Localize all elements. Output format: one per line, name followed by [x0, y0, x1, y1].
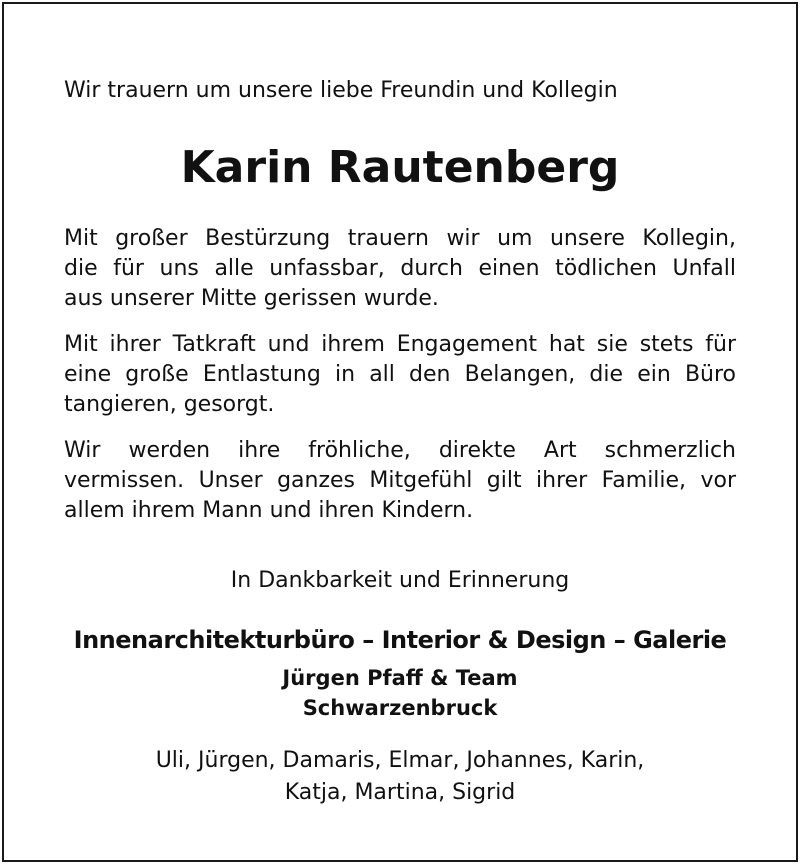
text-line: Wir werden ihre fröhliche, direkte Art schmerzlich: [64, 438, 736, 463]
obituary-frame: [2, 2, 798, 862]
text-line: allem ihrem Mann und ihren Kindern.: [64, 498, 474, 523]
text-line: Mit ihrer Tatkraft und ihrem Engagement hat sie stets für: [64, 332, 736, 357]
intro-line: Wir trauern um unsere liebe Freundin und Kollegin: [64, 78, 618, 103]
paragraph-engagement: [64, 330, 736, 420]
closing-line: In Dankbarkeit und Erinnerung: [230, 568, 570, 593]
sender-company: Innenarchitekturbüro – Interior & Design – Galerie: [73, 626, 727, 654]
paragraph-farewell: [64, 436, 736, 526]
sender-owner: Jürgen Pfaff & Team: [282, 666, 518, 690]
text-line: die für uns alle unfassbar, durch einen tödlichen Unfall: [64, 256, 736, 281]
text-line: tangieren, gesorgt.: [64, 392, 275, 417]
paragraph-condolence: [64, 224, 736, 314]
text-line: eine große Entlastung in all den Belangen, die ein Büro: [64, 362, 736, 387]
sender-place: Schwarzenbruck: [302, 696, 498, 720]
text-line: aus unserer Mitte gerissen wurde.: [64, 286, 439, 311]
text-line: Mit großer Bestürzung trauern wir um unsere Kollegin,: [64, 226, 736, 251]
signatories-line: Katja, Martina, Sigrid: [284, 780, 516, 805]
signatories-line: Uli, Jürgen, Damaris, Elmar, Johannes, Karin,: [155, 748, 645, 773]
text-line: vermissen. Unser ganzes Mitgefühl gilt ihrer Familie, vor: [64, 468, 736, 493]
deceased-name: Karin Rautenberg: [180, 142, 620, 193]
